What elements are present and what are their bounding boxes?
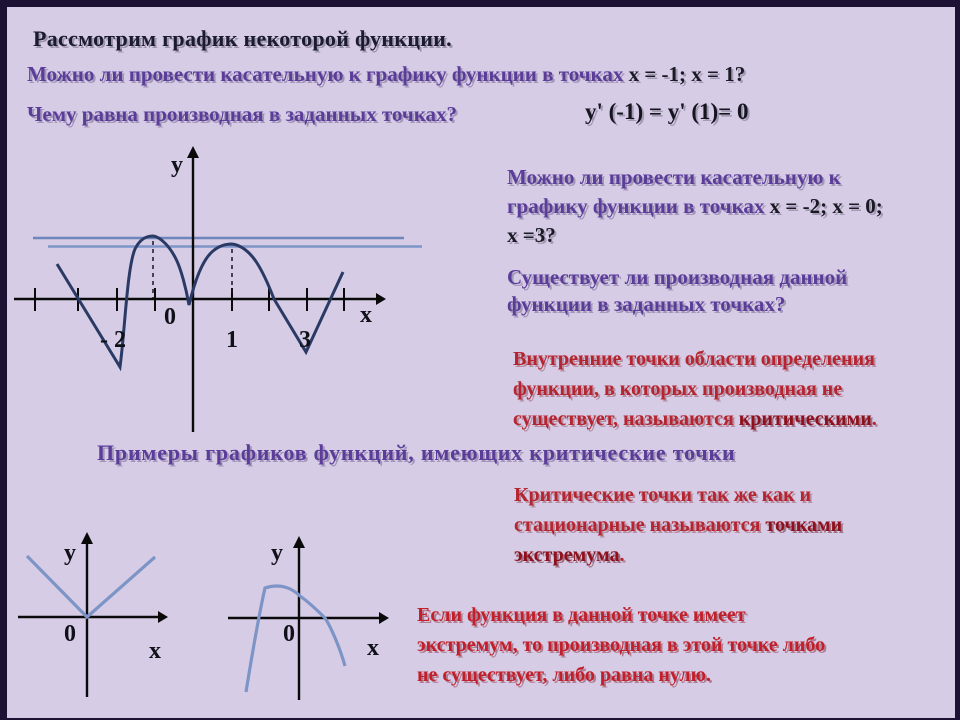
main-tick-label-1: 1 [226, 327, 238, 353]
definition-term-critical: критическими [738, 408, 872, 430]
definition-line3-period: . [871, 408, 877, 430]
theorem-fermat [417, 600, 825, 690]
theorem-line3: не существует, либо равна нулю. [417, 664, 711, 686]
right-question-line2-text: графику функции в точках [507, 194, 770, 218]
extremum-line2 [514, 510, 842, 540]
extremum-term-points: точками [765, 514, 843, 536]
main-x-arrow [376, 293, 386, 305]
corner-x-arrow [379, 612, 389, 624]
right-question-line3 [507, 221, 883, 250]
right-question-exists-line1: Существует ли производная данной [507, 265, 848, 289]
derivative-formula: y' (-1) = y' (1)= 0 [585, 99, 749, 124]
question-tangent-text: Можно ли провести касательную к графику функции в точках [27, 62, 629, 86]
question-derivative: Чему равна производная в заданных точках? [27, 102, 458, 126]
right-question-line2-points: х = -2; х = 0; [769, 194, 883, 218]
right-question-exists [507, 264, 847, 318]
main-y-axis-label: у [171, 152, 183, 178]
abs-y-axis-label: у [64, 540, 76, 566]
corner-y-axis-label: у [271, 540, 283, 566]
right-question-line1-text: Можно ли провести касательную к [507, 165, 841, 189]
main-origin-label: 0 [164, 304, 176, 330]
right-question-line2 [507, 192, 883, 221]
theorem-line1: Если функция в данной точке имеет [417, 604, 746, 626]
abs-curve [27, 556, 155, 617]
definition-line3-text: существует, называются [513, 408, 739, 430]
extremum-line2-text: стационарные называются [514, 514, 766, 536]
corner-curve [246, 586, 345, 692]
right-question-line3-points: х =3? [507, 223, 556, 247]
slide-title: Рассмотрим график некоторой функции. [33, 26, 452, 51]
main-tick-label-3: 3 [299, 327, 311, 353]
right-question-tangent [507, 163, 883, 250]
extremum-line3 [514, 540, 842, 570]
definition-line3 [513, 404, 877, 434]
border-right [955, 0, 960, 720]
definition-critical-points [513, 344, 877, 434]
question-tangent-points: х = -1; х = 1? [628, 62, 746, 86]
extremum-line3-period: . [619, 544, 625, 566]
corner-y-arrow [293, 536, 305, 548]
examples-heading: Примеры графиков функций, имеющих критические точки [97, 440, 736, 465]
corner-origin-label: 0 [283, 621, 295, 647]
theorem-line2: экстремум, то производная в этой точке либо [417, 634, 826, 656]
main-x-axis-label: х [360, 302, 372, 328]
definition-line2: функции, в которых производная не [513, 378, 843, 400]
abs-x-arrow [158, 611, 168, 623]
definition-line1: Внутренние точки области определения [513, 348, 875, 370]
abs-origin-label: 0 [64, 621, 76, 647]
question-tangent [27, 62, 745, 87]
border-left [0, 0, 7, 720]
extremum-term-extremum: экстремума [514, 544, 620, 566]
definition-extremum-points [514, 480, 842, 570]
abs-x-axis-label: х [149, 638, 161, 664]
corner-graph [228, 536, 389, 700]
right-question-line1 [507, 163, 883, 192]
main-graph [14, 146, 422, 432]
abs-graph [18, 532, 168, 697]
border-top [0, 0, 960, 7]
right-question-exists-line2: функции в заданных точках? [507, 292, 786, 316]
corner-x-axis-label: х [367, 635, 379, 661]
main-tick-label-minus2: - 2 [100, 327, 126, 353]
abs-y-arrow [81, 532, 93, 544]
extremum-line1: Критические точки так же как и [514, 484, 812, 506]
main-y-arrow [187, 146, 199, 158]
